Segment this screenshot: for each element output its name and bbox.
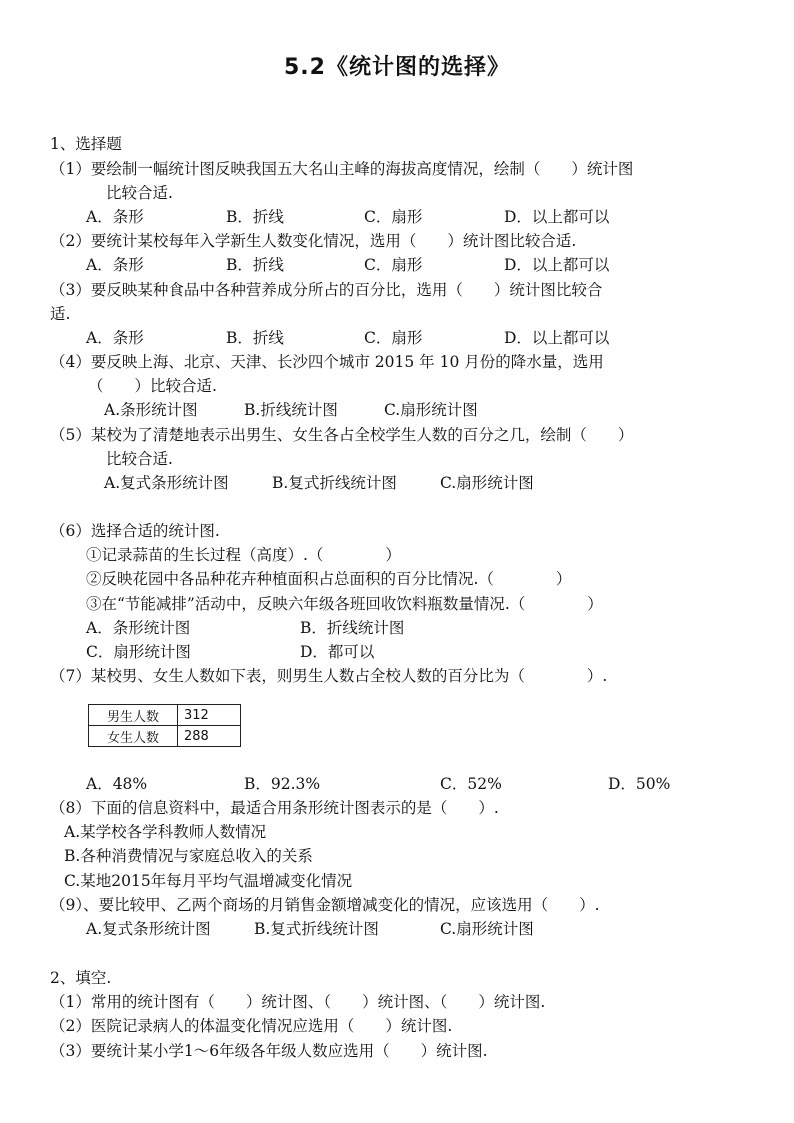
q2-option-c: C．扇形 — [364, 256, 423, 274]
q6-option-b: B．折线统计图 — [300, 619, 405, 637]
q6-item-2: ②反映花园中各品种花卉种植面积占总面积的百分比情况.（ ） — [86, 570, 572, 588]
q2-option-d: D．以上都可以 — [504, 256, 610, 274]
q9-option-c: C.扇形统计图 — [440, 920, 534, 938]
q7-option-d: D．50% — [608, 775, 671, 793]
section1-heading: 1、选择题 — [50, 135, 122, 153]
q3-line2: 适. — [50, 305, 71, 323]
fill-blank-2: （2）医院记录病人的体温变化情况应选用（ ）统计图. — [50, 1017, 453, 1035]
table-cell-value: 312 — [178, 705, 241, 726]
q9-option-b: B.复式折线统计图 — [254, 920, 379, 938]
q3-option-a: A．条形 — [86, 329, 144, 347]
q7-student-count-table — [88, 704, 241, 747]
q1-option-b: B．折线 — [226, 208, 284, 226]
q8-line1: （8）下面的信息资料中，最适合用条形统计图表示的是（ ）. — [50, 799, 499, 817]
table-cell-value: 288 — [178, 726, 241, 747]
q3-line1: （3）要反映某种食品中各种营养成分所占的百分比，选用（ ）统计图比较合 — [50, 281, 603, 299]
q2-option-a: A．条形 — [86, 256, 144, 274]
q6-option-d: D．都可以 — [300, 643, 375, 661]
q5-line2: 比较合适. — [106, 450, 173, 468]
q8-option-b: B.各种消费情况与家庭总收入的关系 — [64, 847, 313, 865]
q4-option-b: B.折线统计图 — [244, 401, 338, 419]
q6-item-3: ③在“节能减排”活动中，反映六年级各班回收饮料瓶数量情况.（ ） — [86, 595, 603, 613]
q8-option-a: A.某学校各学科教师人数情况 — [64, 823, 267, 841]
q2-option-b: B．折线 — [226, 256, 284, 274]
table-cell-label: 男生人数 — [89, 705, 178, 726]
q7-option-c: C．52% — [440, 775, 502, 793]
q3-option-b: B．折线 — [226, 329, 284, 347]
section2-heading: 2、填空. — [50, 969, 112, 987]
q4-line1: （4）要反映上海、北京、天津、长沙四个城市 2015 年 10 月份的降水量，选用 — [50, 353, 604, 371]
page-title: 5.2《统计图的选择》 — [284, 55, 510, 80]
q1-option-c: C．扇形 — [364, 208, 423, 226]
table-cell-label: 女生人数 — [89, 726, 178, 747]
q3-option-d: D．以上都可以 — [504, 329, 610, 347]
q5-option-b: B.复式折线统计图 — [272, 474, 397, 492]
q1-line1: （1）要绘制一幅统计图反映我国五大名山主峰的海拔高度情况，绘制（ ）统计图 — [50, 160, 634, 178]
fill-blank-1: （1）常用的统计图有（ ）统计图、（ ）统计图、（ ）统计图. — [50, 993, 546, 1011]
q2-line1: （2）要统计某校每年入学新生人数变化情况，选用（ ）统计图比较合适. — [50, 232, 577, 250]
q5-option-a: A.复式条形统计图 — [104, 474, 229, 492]
q3-option-c: C．扇形 — [364, 329, 423, 347]
table-row — [89, 726, 241, 747]
q5-option-c: C.扇形统计图 — [440, 474, 534, 492]
q9-option-a: A.复式条形统计图 — [86, 920, 211, 938]
q1-line2: 比较合适. — [106, 184, 173, 202]
q6-item-1: ①记录蒜苗的生长过程（高度）.（ ） — [86, 546, 401, 564]
q1-option-d: D．以上都可以 — [504, 208, 610, 226]
q5-line1: （5）某校为了清楚地表示出男生、女生各占全校学生人数的百分之几，绘制（ ） — [50, 426, 634, 444]
fill-blank-3: （3）要统计某小学1～6年级各年级人数应选用（ ）统计图. — [50, 1042, 488, 1060]
q7-option-a: A．48% — [86, 775, 148, 793]
q8-option-c: C.某地2015年每月平均气温增减变化情况 — [64, 872, 353, 890]
table-row — [89, 705, 241, 726]
q4-line2: （ ）比较合适. — [88, 377, 217, 395]
q6-option-c: C．扇形统计图 — [86, 643, 191, 661]
q7-option-b: B．92.3% — [244, 775, 321, 793]
q6-option-a: A．条形统计图 — [86, 619, 191, 637]
q6-line1: （6）选择合适的统计图. — [50, 522, 220, 540]
q1-option-a: A．条形 — [86, 208, 144, 226]
q4-option-c: C.扇形统计图 — [384, 401, 478, 419]
q7-line1: （7）某校男、女生人数如下表，则男生人数占全校人数的百分比为（ ）. — [50, 667, 608, 685]
q4-option-a: A.条形统计图 — [104, 401, 198, 419]
q9-line1: （9）、要比较甲、乙两个商场的月销售金额增减变化的情况，应该选用（ ）. — [50, 896, 600, 914]
